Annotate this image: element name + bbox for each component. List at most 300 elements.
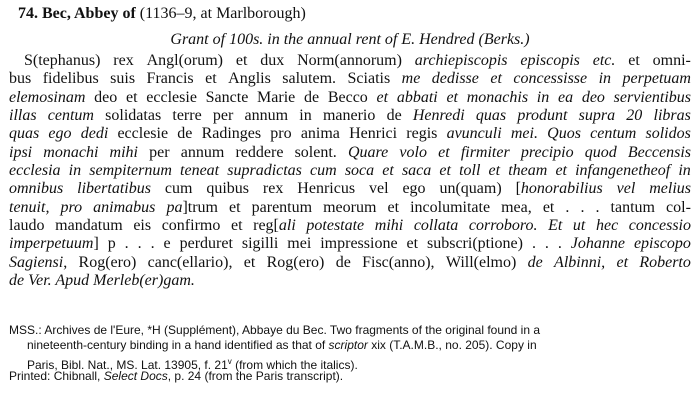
charter-word-part: Rog(ero) — [78, 253, 137, 271]
charter-word-part: animabus — [93, 198, 156, 216]
charter-word-part: eis — [133, 217, 152, 235]
charter-word — [547, 125, 581, 143]
charter-word-part: Et — [548, 217, 563, 235]
charter-word — [149, 144, 169, 162]
charter-word — [554, 254, 605, 272]
charter-word-part: Sciatis — [347, 70, 391, 88]
charter-word-part: manerio — [322, 107, 376, 125]
charter-word — [60, 199, 82, 217]
charter-word — [406, 125, 437, 143]
charter-word — [439, 180, 501, 198]
charter-word — [517, 107, 567, 125]
charter-word-part: et — [490, 70, 502, 88]
charter-subtitle: Grant of 100s. in the annual rent of E. Hendred (Berks.) — [170, 31, 530, 48]
charter-word-part: pro — [60, 198, 83, 216]
charter-word — [9, 254, 67, 272]
charter-word — [402, 70, 421, 88]
charter-word-part: quas — [9, 125, 40, 143]
charter-word-part: et — [488, 162, 501, 180]
charter-word — [528, 254, 543, 272]
charter-word — [323, 107, 375, 125]
charter-word-part: . — [580, 198, 585, 216]
charter-word — [310, 162, 337, 180]
charter-line — [9, 52, 691, 70]
charter-word — [446, 254, 516, 272]
charter-word-part: honorabilius — [520, 180, 603, 198]
charter-word — [628, 144, 691, 162]
charter-word — [414, 217, 458, 235]
charter-word-part: subscri(ptione) — [427, 235, 523, 253]
charter-word — [9, 144, 32, 162]
charter-word-part: et — [382, 162, 394, 180]
charter-word-part: ecclesie — [146, 88, 197, 106]
charter-word-part: cum — [310, 162, 337, 180]
charter-word — [328, 89, 368, 107]
charter-word — [599, 70, 611, 88]
charter-word — [146, 89, 197, 107]
charter-word-part: soca — [344, 162, 375, 180]
charter-word — [585, 144, 617, 162]
charter-word-part: deo — [94, 88, 118, 106]
note-segment: v — [227, 356, 232, 366]
charter-word — [377, 89, 389, 107]
charter-word — [520, 52, 580, 70]
charter-word-part: salutem. — [282, 70, 337, 88]
charter-word — [43, 144, 98, 162]
charter-word-part: mei — [287, 235, 312, 253]
charter-word — [402, 180, 425, 198]
charter-word-part: . — [124, 235, 129, 253]
charter-word — [362, 254, 434, 272]
charter-word-part: Johanne — [570, 235, 625, 253]
charter-word-part: mihi — [109, 143, 138, 161]
charter-word — [110, 70, 135, 88]
charter-word — [77, 180, 151, 198]
charter-word-part: mandatum — [55, 217, 123, 235]
charter-word-part: illas — [9, 107, 37, 125]
charter-word-part: perpetuam — [622, 70, 691, 88]
charter-word — [147, 70, 194, 88]
charter-word-part: solidos — [645, 125, 691, 143]
charter-line — [9, 254, 691, 272]
charter-title: Bec, Abbey of — [42, 5, 136, 22]
charter-word — [162, 217, 221, 235]
charter-word — [236, 52, 248, 70]
charter-word-part: quas — [475, 107, 507, 125]
charter-word-part: ] — [93, 235, 99, 253]
charter-word — [490, 70, 502, 88]
charter-word — [634, 235, 691, 253]
charter-word-part: potestate — [306, 217, 365, 235]
charter-word-part: saca — [401, 162, 432, 180]
charter-word-part: ego — [402, 180, 426, 198]
charter-word — [410, 199, 490, 217]
charter-word-part: Norm(annorum) — [297, 52, 402, 69]
charter-word-part: in — [299, 107, 312, 125]
charter-word-part: Radinges — [201, 125, 262, 143]
charter-word — [513, 70, 587, 88]
charter-word-part: ego — [48, 125, 72, 143]
charter-word — [48, 107, 94, 125]
charter-word-part: suis — [110, 70, 136, 88]
charter-word — [508, 162, 547, 180]
charter-word — [611, 199, 655, 217]
charter-word — [459, 162, 480, 180]
charter-word — [447, 125, 502, 143]
charter-word — [320, 235, 397, 253]
charter-word — [55, 217, 123, 235]
charter-word-part: omnibus — [9, 180, 64, 198]
charter-word — [580, 199, 584, 217]
charter-word-part: tantum — [610, 198, 655, 216]
charter-word-part: bus — [9, 70, 32, 88]
charter-word-part: Albinni, — [554, 253, 606, 271]
charter-text-segment: de Ver. Apud Merleb(er)gam. — [9, 272, 195, 290]
charter-word-part: et — [628, 52, 640, 69]
charter-word-part: firmiter — [460, 143, 510, 161]
charter-word-part: mea, — [501, 198, 532, 216]
charter-word-part: monachi — [43, 143, 99, 161]
charter-word-part: dedi — [80, 125, 109, 143]
charter-word-part: episcopo — [633, 235, 691, 253]
charter-word-part: annum — [244, 107, 289, 125]
charter-word-part: . — [150, 235, 155, 253]
charter-word — [537, 89, 549, 107]
charter-word-part: me — [401, 70, 421, 88]
charter-word-part: anima — [300, 125, 340, 143]
note-segment: Paris, Bibl. Nat., MS. Lat. 13905, f. 21 — [27, 357, 228, 372]
charter-word — [206, 180, 249, 198]
charter-word-part: et — [542, 198, 555, 216]
charter-word — [348, 144, 388, 162]
charter-word — [678, 162, 690, 180]
charter-word — [229, 199, 241, 217]
charter-word-part: ipsi — [9, 143, 33, 161]
charter-number: 74. — [18, 5, 38, 22]
charter-word-part: ecclesia — [9, 162, 61, 180]
charter-word-part: sigilli — [241, 235, 279, 253]
charter-word — [24, 52, 100, 70]
charter-word — [270, 125, 291, 143]
charter-word-part: in — [598, 70, 612, 88]
charter-word — [558, 235, 562, 253]
charter-word — [165, 180, 193, 198]
charter-word-part: Becco — [327, 88, 368, 106]
charter-word — [9, 235, 99, 253]
charter-word — [253, 217, 296, 235]
charter-word — [263, 180, 283, 198]
charter-word — [573, 217, 585, 235]
charter-word-part: centum — [47, 107, 94, 125]
charter-word-part: S(tephanus) — [24, 52, 101, 69]
charter-word — [629, 217, 691, 235]
charter-word-part: imperpetuum — [9, 235, 94, 253]
charter-word — [623, 70, 691, 88]
charter-word-part: ]trum — [182, 198, 218, 216]
charter-word-part: vel — [368, 180, 389, 198]
charter-word-part: in — [68, 162, 82, 180]
charter-word — [446, 89, 458, 107]
charter-word — [345, 162, 374, 180]
charter-word — [282, 70, 336, 88]
charter-word — [94, 89, 117, 107]
charter-word-part: quibus — [206, 180, 249, 198]
charter-word-part: tenuit, — [9, 198, 50, 216]
charter-word — [501, 199, 532, 217]
charter-word-part: Henricus — [297, 180, 356, 198]
charter-word — [476, 107, 506, 125]
charter-word-part: Will(elmo) — [445, 253, 517, 271]
charter-line — [9, 107, 691, 125]
charter-line — [9, 89, 691, 107]
note-line — [9, 338, 693, 353]
charter-word — [469, 217, 538, 235]
charter-word — [105, 107, 161, 125]
charter-word-part: . — [137, 235, 142, 253]
note-line — [9, 323, 693, 338]
charter-word-part: et — [205, 70, 217, 88]
note-segment: scriptor — [328, 338, 368, 353]
charter-word-part: Henredi — [412, 107, 465, 125]
charter-line — [9, 235, 691, 253]
charter-word-part: perduret — [179, 235, 233, 253]
charter-word — [79, 254, 137, 272]
charter-word — [252, 199, 312, 217]
charter-word-part: et — [243, 253, 256, 271]
charter-word — [304, 89, 319, 107]
charter-word — [113, 52, 133, 70]
charter-word-part: vel — [616, 180, 636, 198]
charter-word — [301, 125, 340, 143]
charter-word-part: de — [177, 125, 193, 143]
note-segment: xix (T.A.M.B., no. 205). Copy in — [367, 338, 537, 353]
charter-word — [516, 180, 603, 198]
charter-word-part: in — [678, 162, 691, 180]
charter-word — [166, 199, 218, 217]
charter-word — [596, 199, 600, 217]
charter-word — [349, 125, 397, 143]
charter-word-part: reg[ — [253, 217, 279, 235]
charter-word-part: avunculi — [446, 125, 502, 143]
charter-word — [375, 217, 403, 235]
charter-word-part: . — [565, 198, 570, 216]
charter-word-part: un(quam) — [439, 180, 502, 198]
charter-word-part: pro — [270, 125, 292, 143]
charter-word-part: produnt — [517, 107, 568, 125]
charter-word-part: et — [555, 162, 567, 180]
charter-word — [9, 180, 63, 198]
charter-word — [9, 89, 85, 107]
charter-word — [9, 125, 39, 143]
charter-word — [202, 125, 262, 143]
charter-word-part: et — [438, 143, 450, 161]
charter-word — [369, 180, 389, 198]
charter-word-part: et — [126, 88, 138, 106]
charter-word — [579, 107, 615, 125]
charter-word-part: abbati — [396, 88, 438, 106]
charter-word — [299, 107, 311, 125]
note-segment: MSS.: Archives de l'Eure, *H (Supplément), Abbaye du Bec. Two fragments of the original found in a — [9, 323, 541, 337]
charter-word — [571, 235, 625, 253]
charter-word — [387, 199, 399, 217]
charter-word-part: 20 — [626, 107, 643, 125]
charter-word — [213, 107, 233, 125]
charter-word — [545, 235, 549, 253]
charter-word-part: libertatibus — [77, 180, 151, 198]
charter-text — [9, 52, 691, 290]
charter-word — [245, 107, 289, 125]
manuscript-notes — [9, 323, 693, 384]
charter-word — [231, 217, 243, 235]
charter-word — [565, 199, 569, 217]
charter-word-part: confirmo — [161, 217, 221, 235]
charter-word-part: volo — [399, 143, 427, 161]
charter-word-part: . — [531, 235, 536, 253]
charter-word — [126, 89, 138, 107]
charter-word — [108, 235, 116, 253]
charter-word-part: Quos — [547, 125, 581, 143]
charter-word-part: concessisse — [513, 70, 588, 88]
charter-word-part: solent. — [294, 143, 337, 161]
charter-word — [575, 162, 670, 180]
charter-word — [413, 107, 465, 125]
charter-word-part: p — [107, 235, 116, 253]
charter-word-part: quod — [584, 143, 617, 161]
charter-word-part: concessio — [628, 217, 691, 235]
charter-word — [206, 89, 249, 107]
charter-word-part: melius — [649, 180, 691, 198]
charter-word — [295, 144, 337, 162]
charter-word — [257, 89, 295, 107]
charter-word-part: infangenetheof — [575, 162, 671, 180]
note-segment: Printed: Chibnall, — [9, 368, 104, 383]
charter-word-part: in — [536, 88, 550, 106]
charter-word — [489, 162, 501, 180]
charter-line — [9, 272, 691, 290]
charter-word-part: corroboro. — [468, 217, 538, 235]
charter-word — [110, 144, 138, 162]
charter-word — [9, 107, 37, 125]
charter-word-part: . — [595, 198, 600, 216]
charter-word-part: parentum — [251, 198, 313, 216]
charter-line — [9, 162, 691, 180]
charter-word-part: et — [439, 162, 451, 180]
charter-word — [267, 254, 325, 272]
charter-word — [432, 70, 479, 88]
charter-word-part: rex — [262, 180, 284, 198]
charter-word-part: . — [557, 235, 562, 253]
charter-word — [133, 217, 151, 235]
charter-word — [306, 217, 364, 235]
charter-word-part: omni- — [652, 52, 691, 69]
charter-word — [467, 89, 528, 107]
charter-word-part: [ — [515, 180, 521, 198]
charter-word-part: . — [544, 235, 549, 253]
charter-word-part: ecclesie — [117, 125, 169, 143]
charter-word — [81, 125, 109, 143]
charter-word-part: Rog(ero) — [266, 253, 325, 271]
charter-word-part: toll — [459, 162, 481, 180]
charter-word-part: regis — [406, 125, 438, 143]
charter-word-part: annum — [180, 143, 225, 161]
charter-word-part: terre — [172, 107, 202, 125]
charter-word — [593, 52, 616, 70]
charter-word-part: deo — [581, 88, 605, 106]
charter-word — [407, 235, 419, 253]
charter-word — [626, 107, 642, 125]
charter-word — [164, 235, 171, 253]
charter-word-part: fidelibus — [42, 70, 99, 88]
charter-word — [180, 235, 233, 253]
charter-word-part: teneat — [180, 162, 220, 180]
charter-word-part: Anglis — [228, 70, 271, 88]
charter-word-part: et — [406, 235, 419, 253]
charter-word — [93, 199, 155, 217]
charter-word-part: Sancte — [205, 88, 249, 106]
charter-word-part: collata — [413, 217, 459, 235]
charter-word-part: Roberto — [639, 253, 691, 271]
charter-word — [614, 89, 691, 107]
charter-word-part: dux — [260, 52, 285, 69]
charter-word-part: et — [616, 253, 629, 271]
charter-word — [617, 180, 636, 198]
charter-word — [89, 162, 172, 180]
charter-word — [177, 125, 192, 143]
charter-word-part: et — [229, 198, 241, 216]
charter-word-part: solidatas — [105, 107, 162, 125]
charter-word — [646, 125, 691, 143]
charter-word — [260, 52, 284, 70]
charter-word-part: de — [335, 253, 351, 271]
charter-word — [180, 162, 219, 180]
charter-word — [415, 52, 508, 70]
charter-word — [227, 162, 302, 180]
charter-word-part: hec — [595, 217, 619, 235]
charter-word — [48, 125, 71, 143]
charter-word-part: et — [376, 88, 389, 106]
charter-word — [639, 254, 691, 272]
charter-word-part: sempiternum — [89, 162, 172, 180]
charter-word — [138, 235, 142, 253]
note-segment: , p. 24 (from the Paris transcript). — [167, 368, 344, 383]
charter-word-part: Marie — [257, 88, 296, 106]
charter-word-part: Sagiensi — [9, 253, 64, 271]
charter-word-part: precipio — [520, 143, 574, 161]
charter-word-part: mei. — [510, 125, 538, 143]
charter-line — [9, 199, 691, 217]
charter-word-part: Henrici — [349, 125, 398, 143]
charter-word-part: , — [63, 253, 68, 271]
charter-word-part: de — [386, 107, 402, 125]
charter-word — [287, 235, 311, 253]
charter-word — [348, 70, 391, 88]
charter-word — [242, 235, 278, 253]
charter-word-part: elemosinam — [9, 88, 86, 106]
charter-line — [9, 180, 691, 198]
charter-word-part: Quare — [347, 143, 389, 161]
charter-word-part: supradictas — [227, 162, 302, 180]
charter-word-part: ea — [557, 88, 574, 106]
charter-word — [205, 70, 217, 88]
charter-word — [117, 125, 168, 143]
charter-line — [9, 217, 691, 235]
charter-word — [402, 162, 431, 180]
charter-word — [461, 144, 510, 162]
charter-word — [9, 217, 45, 235]
charter-word — [228, 70, 271, 88]
charter-word-part: Francis — [146, 70, 194, 88]
charter-word — [323, 199, 376, 217]
